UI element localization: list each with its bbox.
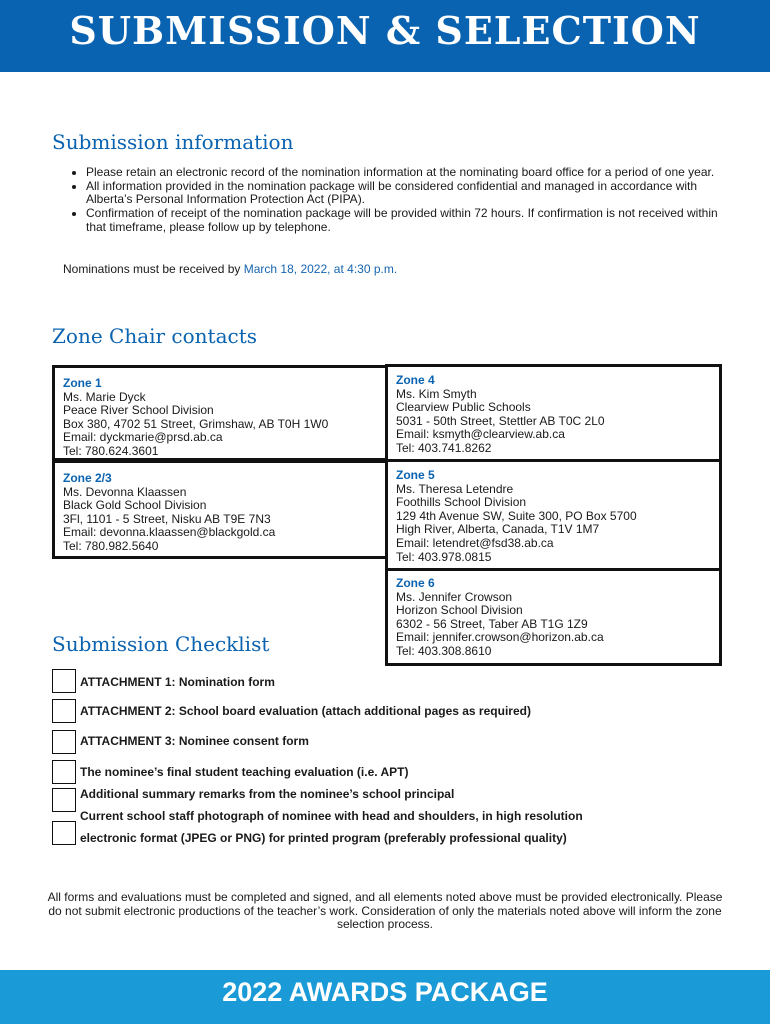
contact-org: Clearview Public Schools	[396, 400, 531, 415]
contact-address: Box 380, 4702 51 Street, Grimshaw, AB T0H 1W0	[63, 416, 329, 431]
checkbox-attachment-3[interactable]	[52, 730, 76, 754]
contact-org: Peace River School Division	[63, 403, 214, 418]
zone-card-5	[385, 459, 722, 571]
contact-name: Ms. Kim Smyth	[396, 386, 477, 401]
zone-card-2-3	[52, 460, 389, 559]
zone-label: Zone 6	[396, 576, 435, 590]
checkbox-attachment-1[interactable]	[52, 669, 76, 693]
checkbox-teaching-evaluation[interactable]	[52, 760, 76, 784]
checklist-item: Additional summary remarks from the nominee’s school principal	[80, 787, 455, 801]
deadline-text	[63, 262, 397, 276]
zone-label: Zone 5	[396, 468, 435, 482]
contact-email: Email: devonna.klaassen@blackgold.ca	[63, 525, 276, 540]
checklist-item: ATTACHMENT 3: Nominee consent form	[80, 734, 309, 748]
zone-card-1	[52, 365, 389, 461]
zone-contacts-heading: Zone Chair contacts	[52, 324, 258, 348]
deadline-prefix: Nominations must be received by	[63, 262, 244, 276]
submission-info-heading: Submission information	[52, 130, 294, 154]
contact-tel: Tel: 780.982.5640	[63, 538, 159, 553]
zone-label: Zone 4	[396, 373, 435, 387]
list-item: • Please retain an electronic record of the nomination information at the nominating board office for a period of one year.	[86, 166, 726, 180]
checkbox-principal-remarks[interactable]	[52, 788, 76, 812]
contact-address: 5031 - 50th Street, Stettler AB T0C 2L0	[396, 413, 605, 428]
contact-name: Ms. Marie Dyck	[63, 389, 146, 404]
closing-note: All forms and evaluations must be completed and signed, and all elements noted above must be provided electronically. Please do not submit electronic productions of the teacher’s work. Consideration of only the materials noted above will inform the zone selection process.	[47, 890, 723, 932]
contact-tel: Tel: 403.308.8610	[396, 643, 492, 658]
checklist-item: Current school staff photograph of nominee with head and shoulders, in high resolution	[80, 809, 583, 823]
checklist-heading: Submission Checklist	[52, 632, 270, 656]
contact-email: Email: letendret@fsd38.ab.ca	[396, 535, 554, 550]
contact-address: 6302 - 56 Street, Taber AB T1G 1Z9	[396, 616, 588, 631]
contact-org: Black Gold School Division	[63, 498, 207, 513]
contact-address: 129 4th Avenue SW, Suite 300, PO Box 5700	[396, 508, 637, 523]
footer-title: 2022 AWARDS PACKAGE	[222, 977, 548, 1007]
contact-tel: Tel: 403.741.8262	[396, 440, 492, 455]
contact-email: Email: jennifer.crowson@horizon.ab.ca	[396, 630, 604, 645]
contact-address: High River, Alberta, Canada, T1V 1M7	[396, 522, 600, 537]
zone-card-6	[385, 568, 722, 666]
contact-email: Email: dyckmarie@prsd.ab.ca	[63, 430, 223, 445]
checklist-item: ATTACHMENT 2: School board evaluation (attach additional pages as required)	[80, 704, 531, 718]
checklist-item: The nominee’s final student teaching evaluation (i.e. APT)	[80, 765, 409, 779]
checklist-item: ATTACHMENT 1: Nomination form	[80, 675, 275, 689]
list-item: • Confirmation of receipt of the nomination package will be provided within 72 hours. If confirmation is not received within that timeframe, please follow up by telephone.	[86, 207, 726, 234]
page-title: SUBMISSION & SELECTION	[69, 8, 701, 53]
contact-email: Email: ksmyth@clearview.ab.ca	[396, 427, 565, 442]
contact-name: Ms. Theresa Letendre	[396, 481, 514, 496]
contact-org: Foothills School Division	[396, 495, 527, 510]
zone-label: Zone 2/3	[63, 471, 112, 485]
contact-address: 3Fl, 1101 - 5 Street, Nisku AB T9E 7N3	[63, 511, 271, 526]
list-item: • All information provided in the nomination package will be considered confidential and managed in accordance with Alberta’s Personal Information Protection Act (PIPA).	[86, 180, 726, 207]
checklist-item: electronic format (JPEG or PNG) for printed program (preferably professional quality)	[80, 831, 567, 845]
contact-name: Ms. Jennifer Crowson	[396, 589, 513, 604]
contact-tel: Tel: 780.624.3601	[63, 443, 159, 458]
contact-org: Horizon School Division	[396, 603, 523, 618]
zone-label: Zone 1	[63, 376, 102, 390]
contact-name: Ms. Devonna Klaassen	[63, 484, 187, 499]
deadline-date: March 18, 2022, at 4:30 p.m.	[243, 262, 398, 276]
checkbox-staff-photograph[interactable]	[52, 821, 76, 845]
checkbox-attachment-2[interactable]	[52, 699, 76, 723]
submission-info-list	[70, 166, 726, 235]
contact-tel: Tel: 403.978.0815	[396, 549, 492, 564]
zone-card-4	[385, 364, 722, 462]
